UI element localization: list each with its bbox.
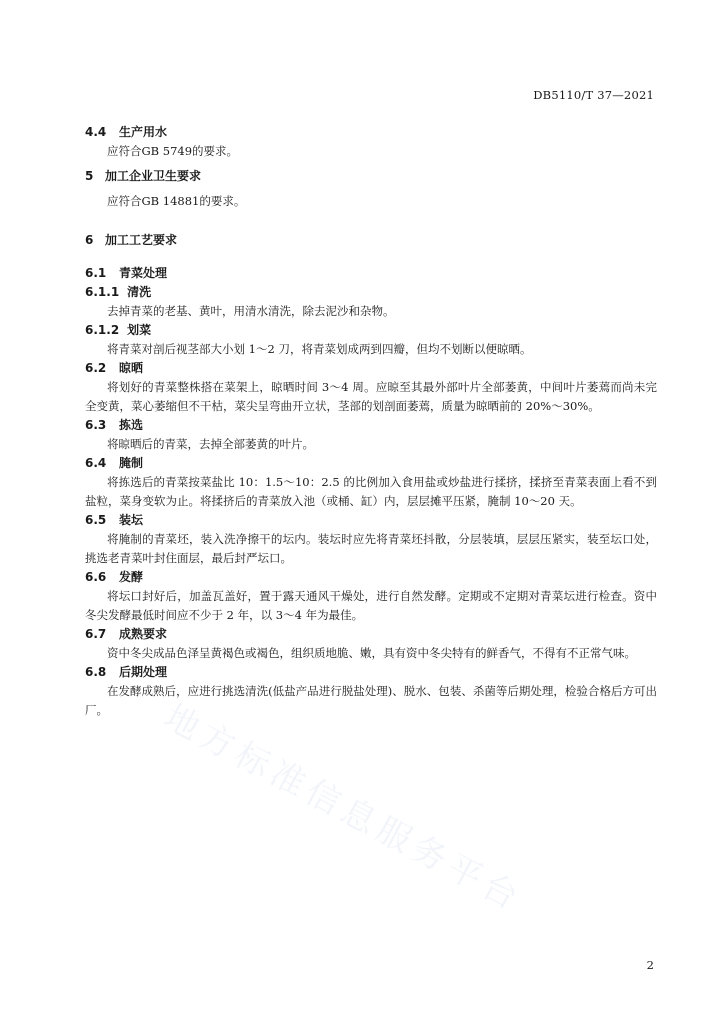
section-6-8-heading [85,663,657,682]
document-code: DB5110/T 37—2021 [533,88,654,102]
section-title: 后期处理 [119,665,168,679]
section-number: 6.8 [85,665,107,679]
section-title: 清洗 [127,285,152,299]
section-title: 晾晒 [119,361,144,375]
section-number: 6.2 [85,361,107,375]
section-title: 生产用水 [119,125,168,139]
section-6-1-1-heading [85,283,657,302]
section-6-heading [85,231,657,250]
section-6-3-text: 将晾晒后的青菜，去掉全部萎黄的叶片。 [107,437,314,451]
section-number: 6.3 [85,418,107,432]
section-number: 6 [85,233,94,247]
section-6-5-heading [85,511,657,530]
section-number: 6.1.1 [85,285,120,299]
section-4-4-heading [85,123,657,142]
section-6-3-heading [85,416,657,435]
section-6-7-heading [85,625,657,644]
section-number: 6.6 [85,570,107,584]
section-number: 6.1.2 [85,323,120,337]
section-title: 装坛 [119,513,144,527]
section-number: 5 [85,169,94,183]
section-6-8-text: 在发酵成熟后，应进行挑选清洗(低盐产品进行脱盐处理)、脱水、包装、杀菌等后期处理，检验合格后方可出厂。 [85,684,657,717]
section-title: 拣选 [119,418,144,432]
section-6-6-heading [85,568,657,587]
section-number: 4.4 [85,125,107,139]
section-number: 6.7 [85,627,107,641]
watermark: 地方标准信息服务平台 [157,697,530,921]
section-5-text: 应符合GB 14881的要求。 [107,194,246,208]
section-number: 6.1 [85,266,107,280]
section-6-6-text: 将坛口封好后，加盖瓦盖好，置于露天通风干燥处，进行自然发酵。定期或不定期对青菜坛进行检查。资中冬尖发酵最低时间应不少于 2 年，以 3～4 年为最佳。 [85,589,657,622]
section-6-4-text: 将拣选后的青菜按菜盐比 10：1.5～10：2.5 的比例加入食用盐或炒盐进行揉挤，揉挤至青菜表面上看不到盐粒，菜身变软为止。将揉挤后的青菜放入池（或桶、缸）内，层层摊平压紧，腌制 10～20 天。 [85,475,657,508]
page-number: 2 [646,958,654,972]
section-5-heading [85,167,657,186]
section-6-5-text: 将腌制的青菜坯，装入洗净擦干的坛内。装坛时应先将青菜坯抖散，分层装填，层层压紧实，装至坛口处，挑选老青菜叶封住面层，最后封严坛口。 [85,532,657,565]
section-6-2-heading [85,359,657,378]
section-title: 发酵 [119,570,144,584]
section-title: 加工企业卫生要求 [105,169,202,183]
section-title: 划菜 [127,323,152,337]
section-title: 青菜处理 [119,266,168,280]
section-title: 加工工艺要求 [105,233,178,247]
section-6-1-2-text: 将青菜对剖后视茎部大小划 1～2 刀，将青菜划成两到四瓣，但均不划断以便晾晒。 [107,342,532,356]
section-6-7-text: 资中冬尖成品色泽呈黄褐色或褐色，组织质地脆、嫩，具有资中冬尖特有的鲜香气，不得有不正常气味。 [107,646,636,660]
section-title: 成熟要求 [119,627,168,641]
section-number: 6.4 [85,456,107,470]
document-body [85,123,657,720]
section-4-4-text: 应符合GB 5749的要求。 [107,144,239,158]
section-title: 腌制 [119,456,144,470]
section-6-1-1-text: 去掉青菜的老基、黄叶，用清水清洗，除去泥沙和杂物。 [107,304,395,318]
section-6-1-heading [85,264,657,283]
section-6-1-2-heading [85,321,657,340]
section-6-2-text: 将划好的青菜整株搭在菜架上，晾晒时间 3～4 周。应晾至其最外部叶片全部萎黄，中间叶片萎蔫而尚未完全变黄，菜心萎缩但不干枯，菜尖呈弯曲开立状，茎部的划剖面萎蔫，质量为晾晒前的 20%～30%。 [85,380,657,413]
section-6-4-heading [85,454,657,473]
section-number: 6.5 [85,513,107,527]
